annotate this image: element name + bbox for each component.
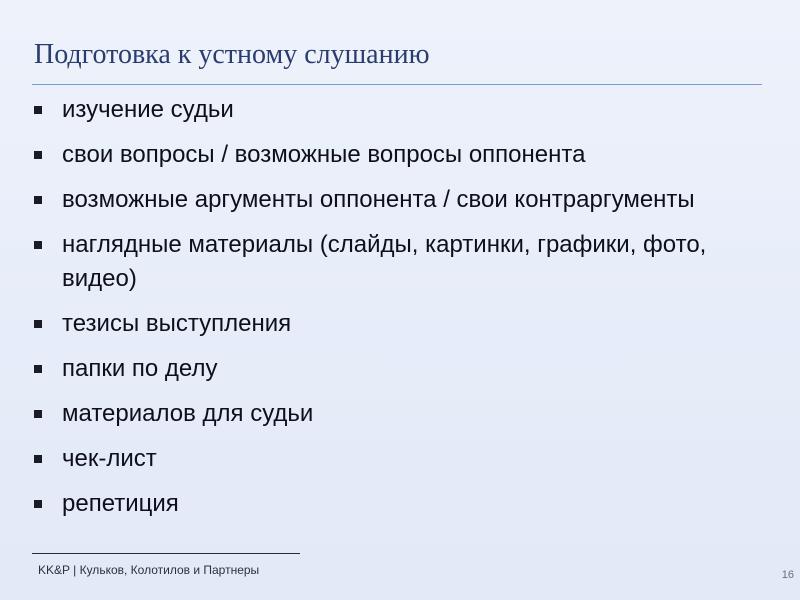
square-bullet-icon	[34, 365, 42, 373]
title-divider	[32, 84, 762, 85]
bullet-item	[32, 93, 772, 127]
bullet-text: тезисы выступления	[62, 310, 292, 337]
bullet-item	[32, 138, 772, 172]
slide-title: Подготовка к устному слушанию	[34, 39, 430, 70]
bullet-text: репетиция	[62, 490, 179, 517]
square-bullet-icon	[34, 500, 42, 508]
bullet-item	[32, 487, 772, 521]
bullet-text: чек-лист	[62, 445, 157, 472]
bullet-text: возможные аргументы оппонента / свои контраргументы	[62, 186, 695, 213]
square-bullet-icon	[34, 151, 42, 159]
square-bullet-icon	[34, 241, 42, 249]
square-bullet-icon	[34, 196, 42, 204]
bullet-text: наглядные материалы (слайды, картинки, графики, фото, видео)	[62, 231, 707, 292]
square-bullet-icon	[34, 320, 42, 328]
square-bullet-icon	[34, 410, 42, 418]
bullet-list	[32, 93, 772, 532]
page-number: 16	[781, 569, 794, 581]
square-bullet-icon	[34, 455, 42, 463]
square-bullet-icon	[34, 106, 42, 114]
bullet-item	[32, 397, 772, 431]
bullet-item	[32, 442, 772, 476]
bullet-item	[32, 183, 772, 217]
bullet-text: свои вопросы / возможные вопросы оппонента	[62, 141, 586, 168]
bullet-text: материалов для судьи	[62, 400, 314, 427]
footer-company-name: KK&P | Кульков, Колотилов и Партнеры	[38, 563, 260, 577]
bullet-item	[32, 307, 772, 341]
bullet-text: изучение судьи	[62, 96, 234, 123]
footer-divider	[32, 553, 300, 554]
bullet-item	[32, 352, 772, 386]
bullet-item	[32, 228, 772, 296]
bullet-text: папки по делу	[62, 355, 218, 382]
